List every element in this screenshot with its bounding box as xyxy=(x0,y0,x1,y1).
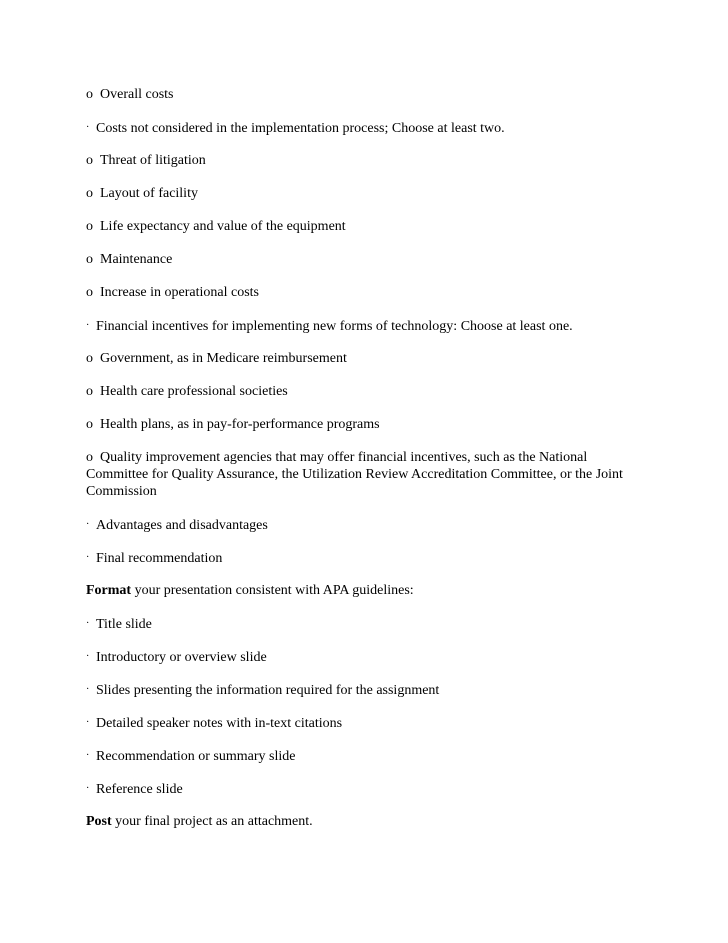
sub-bullet-marker: o xyxy=(86,219,93,234)
bullet-marker: · xyxy=(86,122,90,133)
list-item-text: Quality improvement agencies that may offer financial incentives, such as the National Committee for Quality Assurance, the Utilization Review Accreditation Committee, or the Joint Commission xyxy=(86,450,623,499)
format-heading-bold: Format xyxy=(86,583,132,598)
sub-bullet-marker: o xyxy=(86,252,93,267)
bullet-marker: · xyxy=(86,750,90,761)
bullet-marker: · xyxy=(86,783,90,794)
list-item xyxy=(86,714,646,732)
list-item xyxy=(86,185,646,202)
list-item-text: Health plans, as in pay-for-performance programs xyxy=(100,417,380,432)
sub-bullet-marker: o xyxy=(86,351,93,366)
post-instruction xyxy=(86,813,646,830)
sub-bullet-marker: o xyxy=(86,186,93,201)
list-item-text: Increase in operational costs xyxy=(100,285,259,300)
list-item xyxy=(86,549,646,567)
format-heading xyxy=(86,582,646,599)
list-item-text: Government, as in Medicare reimbursement xyxy=(100,351,347,366)
list-item xyxy=(86,747,646,765)
list-item xyxy=(86,516,646,534)
list-item-text: Detailed speaker notes with in-text citations xyxy=(96,716,343,731)
list-item xyxy=(86,780,646,798)
list-item xyxy=(86,615,646,633)
list-item xyxy=(86,317,646,335)
sub-bullet-marker: o xyxy=(86,87,93,102)
list-item-text: Recommendation or summary slide xyxy=(96,749,296,764)
list-item xyxy=(86,218,646,235)
bullet-marker: · xyxy=(86,618,90,629)
list-item-text: Layout of facility xyxy=(100,186,198,201)
bullet-marker: · xyxy=(86,552,90,563)
list-item xyxy=(86,284,646,301)
sub-bullet-marker: o xyxy=(86,417,93,432)
list-item xyxy=(86,251,646,268)
list-item xyxy=(86,86,646,103)
list-item xyxy=(86,350,646,367)
list-item-text: Maintenance xyxy=(100,252,173,267)
format-heading-text: your presentation consistent with APA guidelines: xyxy=(131,583,414,598)
bullet-marker: · xyxy=(86,519,90,530)
bullet-marker: · xyxy=(86,651,90,662)
list-item-text: Slides presenting the information required for the assignment xyxy=(96,683,440,698)
bullet-marker: · xyxy=(86,717,90,728)
bullet-marker: · xyxy=(86,320,90,331)
sub-bullet-marker: o xyxy=(86,450,93,465)
list-item xyxy=(86,383,646,400)
list-item-text: Life expectancy and value of the equipment xyxy=(100,219,346,234)
list-item-text: Financial incentives for implementing new forms of technology: Choose at least one. xyxy=(96,319,573,334)
list-item xyxy=(86,152,646,169)
list-item-text: Threat of litigation xyxy=(100,153,206,168)
sub-bullet-marker: o xyxy=(86,285,93,300)
post-instruction-text: your final project as an attachment. xyxy=(111,814,313,829)
list-item-text: Costs not considered in the implementation process; Choose at least two. xyxy=(96,121,505,136)
list-item-text: Introductory or overview slide xyxy=(96,650,267,665)
list-item xyxy=(86,416,646,433)
list-item-text: Reference slide xyxy=(96,782,183,797)
list-item-text: Final recommendation xyxy=(96,551,223,566)
bullet-marker: · xyxy=(86,684,90,695)
list-item xyxy=(86,119,646,137)
list-item-text: Title slide xyxy=(96,617,152,632)
list-item xyxy=(86,648,646,666)
sub-bullet-marker: o xyxy=(86,153,93,168)
list-item xyxy=(86,681,646,699)
post-instruction-bold: Post xyxy=(86,814,112,829)
list-item xyxy=(86,449,646,500)
list-item-text: Health care professional societies xyxy=(100,384,288,399)
list-item-text: Overall costs xyxy=(100,87,174,102)
sub-bullet-marker: o xyxy=(86,384,93,399)
list-item-text: Advantages and disadvantages xyxy=(96,518,268,533)
